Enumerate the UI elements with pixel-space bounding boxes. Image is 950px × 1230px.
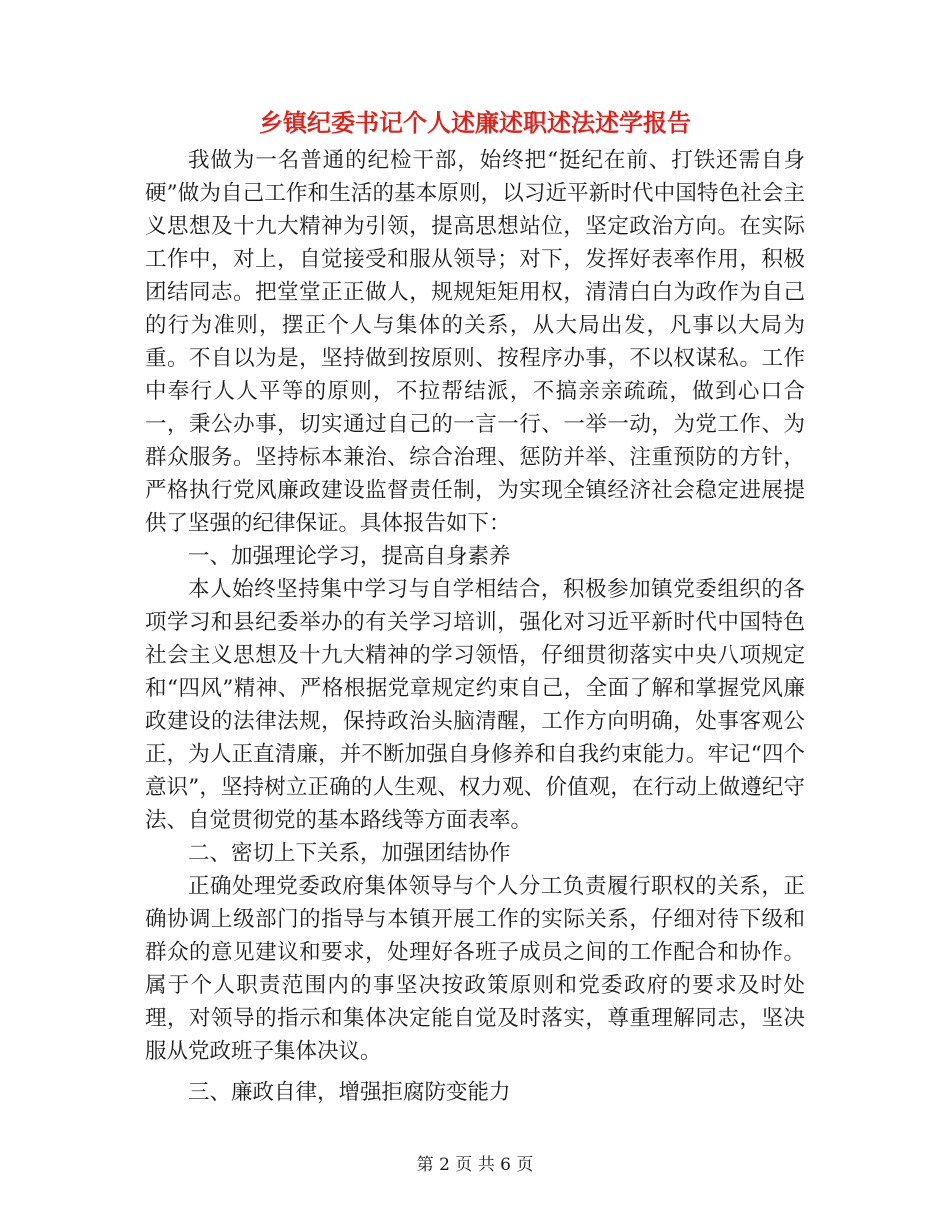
section-heading-1: 一、加强理论学习，提高自身素养 — [188, 544, 511, 569]
section-heading-2: 二、密切上下关系，加强团结协作 — [188, 841, 511, 866]
document-title: 乡镇纪委书记个人述廉述职述法述学报告 — [259, 108, 691, 137]
page-number-text: 第 2 页 共 6 页 — [416, 1155, 534, 1175]
page-number-footer — [0, 1153, 950, 1177]
section-2-paragraph: 正确处理党委政府集体领导与个人分工负责履行职权的关系，正确协调上级部门的指导与本镇开展工作的实际关系，仔细对待下级和群众的意见建议和要求，处理好各班子成员之间的工作配合和协作。属于个人职责范围内的事坚决按政策原则和党委政府的要求及时处理，对领导的指示和集体决定能自觉及时落实，尊重理解同志，坚决服从党政班子集体决议。 — [145, 874, 805, 1064]
document-body — [145, 144, 805, 1109]
section-heading-3: 三、廉政自律，增强拒腐防变能力 — [188, 1080, 511, 1105]
section-1-paragraph: 本人始终坚持集中学习与自学相结合，积极参加镇党委组织的各项学习和县纪委举办的有关学习培训，强化对习近平新时代中国特色社会主义思想及十九大精神的学习领悟，仔细贯彻落实中央八项规定和“四风”精神、严格根据党章规定约束自己，全面了解和掌握党风廉政建设的法律法规，保持政治头脑清醒，工作方向明确，处事客观公正，为人正直清廉，并不断加强自身修养和自我约束能力。牢记“四个意识”，坚持树立正确的人生观、权力观、价值观，在行动上做遵纪守法、自觉贯彻党的基本路线等方面表率。 — [145, 577, 805, 833]
intro-paragraph: 我做为一名普通的纪检干部，始终把“挺纪在前、打铁还需自身硬”做为自己工作和生活的基本原则，以习近平新时代中国特色社会主义思想及十九大精神为引领，提高思想站位，坚定政治方向。在实际工作中，对上，自觉接受和服从领导；对下，发挥好表率作用，积极团结同志。把堂堂正正做人，规规矩矩用权，清清白白为政作为自己的行为准则，摆正个人与集体的关系，从大局出发，凡事以大局为重。不自以为是，坚持做到按原则、按程序办事，不以权谋私。工作中奉行人人平等的原则，不拉帮结派，不搞亲亲疏疏，做到心口合一，秉公办事，切实通过自己的一言一行、一举一动，为党工作、为群众服务。坚持标本兼治、综合治理、惩防并举、注重预防的方针，严格执行党风廉政建设监督责任制，为实现全镇经济社会稳定进展提供了坚强的纪律保证。具体报告如下： — [145, 148, 805, 536]
